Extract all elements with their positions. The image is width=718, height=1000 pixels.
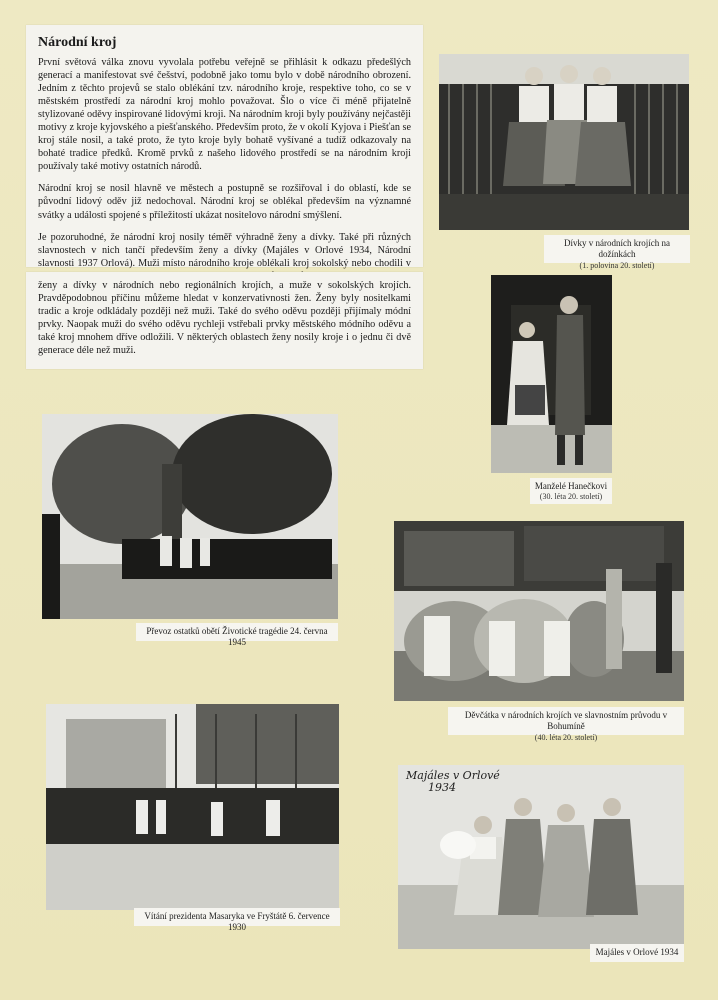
article-title: Národní kroj [38,35,117,50]
article-paragraph: ženy a dívky v národních nebo regionálních krojích, a muže v sokolských krojích. Pravděpodobnou příčinu můžeme hledat v konzervativnosti žen. Ženy byly nositelkami tradic a kroje odkládaly později než muži. Také do svého oděvu později přijímaly módní prvky. Naopak muži do svého oděvu rychleji vstřebali prvky městského módního oděvu a také kroj mnohem dříve odložili. V některých oblastech ženy nosily kroje i o jednu či dvě generace déle než muži. [38,280,411,357]
photo-zivotice-procession [42,414,338,619]
caption-text: Dívky v národních krojích na dožínkách [564,238,670,260]
photo-caption [544,235,690,270]
photo-caption [590,944,684,962]
inscription-line: Majáles v Orlové [406,769,500,782]
article-text-panel [26,25,423,267]
article-paragraph: Národní kroj se nosil hlavně ve městech a postupně se rozšiřoval i do oblastí, kde se původní lidový oděv již nedochoval. Národní kroj se oblékal především na významné svátky a události spojené s příležitostí ukázat nositelovo národní smýšlení. [38,183,411,221]
photo-married-couple [491,275,612,473]
caption-date: (30. léta 20. století) [539,492,603,502]
article-paragraph: Je pozoruhodné, že národní kroj nosily téměř výhradně ženy a dívky. Také při různých slavnostech v nich tančí především ženy a dívky (Majáles v Orlové 1934, Národní slavnosti 1937 Orlová). Muži místo národního kroje oblékali kroj sokolský nebo chodili v [38,231,411,269]
inscription-line: 1934 [428,781,456,795]
photo-caption [448,707,684,742]
photo-inscription [406,770,500,794]
article-continuation-panel [26,272,423,369]
caption-text: Majáles v Orlové 1934 [595,947,679,957]
photo-caption [136,623,338,648]
photo-bohumin-procession [394,521,684,701]
caption-date: (40. léta 20. století) [534,732,598,742]
caption-text: Vítání prezidenta Masaryka ve Fryštátě 6. července 1930 [144,911,330,933]
caption-date: (1. polovina 20. století) [579,260,655,270]
caption-text: Děvčátka v národních krojích ve slavnostním průvodu v Bohumíně [464,710,668,732]
photo-caption [134,908,340,933]
caption-text: Převoz ostatků obětí Životické tragédie 24. června 1945 [146,626,328,648]
photo-caption [530,478,612,504]
caption-text: Manželé Hanečkovi [534,481,608,491]
photo-girls-harvest [439,54,689,230]
article-paragraph: První světová válka znovu vyvolala potřebu veřejně se přihlásit k odkazu předešlých generací a manifestovat své češství, podobně jako tomu bylo v době národního obrození. Jedním z těchto projevů se stalo oblékání tzv. národního kroje, respektive toho, co se v městském prostředí za národní kroj mohlo považovat. Šlo o více či méně přijatelně stylizované oděvy inspirované lidovými kroji. Na národním kroji byly používány nejčastěji motivy z kroje kyjovského a piešťanského. Především proto, že v okolí Kyjova i Piešťan se kroj stále nosil, a také proto, že tyto kroje byly bohatě vyšívané a tudíž odkazovaly na bohaté tradice předků. Kromě prvků z našeho lidového prostředí se na národním kroji používaly také motivy ostatních národů. [38,57,411,173]
photo-masaryk-welcome [46,704,339,910]
